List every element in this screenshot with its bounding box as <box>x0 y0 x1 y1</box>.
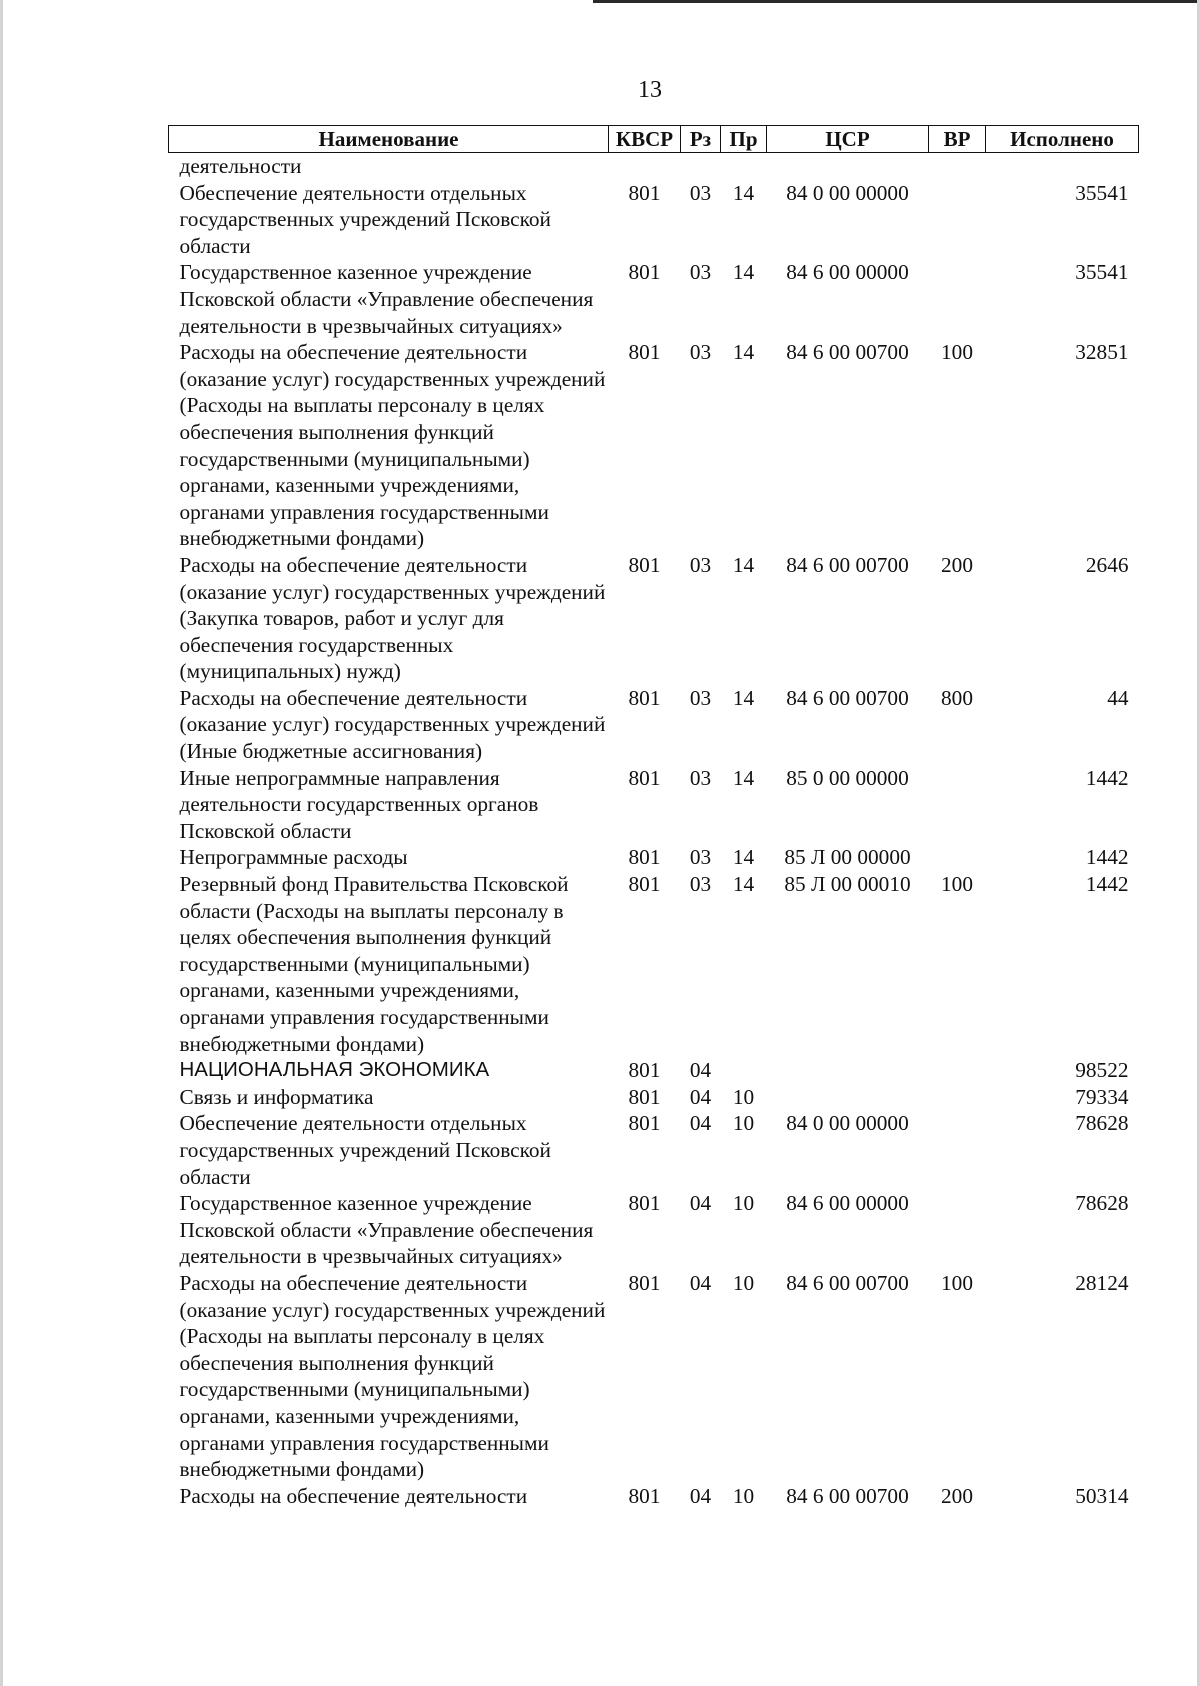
row-rz-cell: 04 <box>689 1483 712 1508</box>
table-row <box>169 1270 1139 1483</box>
table-row <box>169 1190 1139 1270</box>
row-sum-cell: 28124 <box>1075 1270 1129 1295</box>
header-kvsr: КВСР <box>609 126 681 153</box>
row-sum-cell: 32851 <box>1075 340 1129 365</box>
row-csr-cell: 84 6 00 00700 <box>786 340 909 365</box>
table-row <box>169 871 1139 1057</box>
row-vr-cell <box>929 153 986 180</box>
row-vr-cell <box>929 765 986 845</box>
row-pr-cell: 14 <box>732 685 755 710</box>
row-pr-cell: 10 <box>732 1111 755 1136</box>
header-name: Наименование <box>169 126 609 153</box>
row-vr-cell <box>929 844 986 871</box>
row-vr-cell: 200 <box>941 1483 973 1508</box>
row-rz-cell: 03 <box>689 845 712 870</box>
row-csr-cell <box>767 153 929 180</box>
table-row <box>169 685 1139 765</box>
row-kvsr-cell: 801 <box>628 1058 661 1083</box>
row-vr-cell <box>929 1110 986 1190</box>
row-rz-cell: 04 <box>689 1058 712 1083</box>
header-sum: Исполнено <box>986 126 1139 153</box>
row-kvsr-cell: 801 <box>628 552 661 577</box>
row-csr-cell <box>767 1057 929 1084</box>
row-name-cell: НАЦИОНАЛЬНАЯ ЭКОНОМИКА <box>179 1058 490 1082</box>
row-name-cell: Государственное казенное учреждение Псковской области «Управление обеспечения деятельности в чрезвычайных ситуациях» <box>179 1191 594 1269</box>
row-kvsr-cell: 801 <box>628 765 661 790</box>
row-pr-cell: 14 <box>732 872 755 897</box>
row-name-cell: Расходы на обеспечение деятельности (оказание услуг) государственных учреждений (Расходы на выплаты персоналу в целях обеспечения выполнения функций государственными (муниципальными) органами, казенными учреждениями, органами управления государственными внебюджетными фондами) <box>179 1270 606 1482</box>
row-name-cell: Расходы на обеспечение деятельности <box>179 1483 528 1508</box>
table-row <box>169 180 1139 260</box>
row-kvsr-cell: 801 <box>628 845 661 870</box>
row-name-cell: Непрограммные расходы <box>179 845 408 870</box>
row-csr-cell: 84 0 00 00000 <box>786 1111 909 1136</box>
row-csr-cell: 84 6 00 00700 <box>786 552 909 577</box>
row-sum-cell: 79334 <box>1075 1084 1129 1109</box>
row-pr-cell: 10 <box>732 1483 755 1508</box>
row-vr-cell <box>929 1190 986 1270</box>
row-csr-cell: 85 0 00 00000 <box>786 765 909 790</box>
row-kvsr-cell: 801 <box>628 260 661 285</box>
table-row <box>169 1483 1139 1510</box>
row-name-cell: деятельности <box>179 154 302 178</box>
row-vr-cell: 100 <box>941 340 973 365</box>
row-csr-cell: 84 6 00 00700 <box>786 1270 909 1295</box>
row-pr-cell: 10 <box>732 1191 755 1216</box>
table-row <box>169 153 1139 180</box>
table-row <box>169 844 1139 871</box>
row-name-cell: Резервный фонд Правительства Псковской области (Расходы на выплаты персоналу в целях обеспечения выполнения функций государственными (муниципальными) органами, казенными учреждениями, органами управления государственными внебюджетными фондами) <box>179 872 569 1056</box>
row-kvsr-cell: 801 <box>628 1483 661 1508</box>
row-pr-cell: 10 <box>732 1270 755 1295</box>
row-name-cell: Расходы на обеспечение деятельности (оказание услуг) государственных учреждений (Иные бюджетные ассигнования) <box>179 685 606 764</box>
row-rz-cell: 03 <box>689 340 712 365</box>
table-row <box>169 339 1139 552</box>
row-pr-cell <box>721 1057 767 1084</box>
row-kvsr-cell: 801 <box>628 1084 661 1109</box>
row-rz-cell: 03 <box>689 180 712 205</box>
table-row <box>169 765 1139 845</box>
row-kvsr-cell: 801 <box>628 180 661 205</box>
row-sum-cell: 1442 <box>1085 845 1129 870</box>
row-rz-cell: 03 <box>689 260 712 285</box>
row-pr-cell: 14 <box>732 340 755 365</box>
row-pr-cell: 14 <box>732 260 755 285</box>
row-name-cell: Расходы на обеспечение деятельности (оказание услуг) государственных учреждений (Расходы на выплаты персоналу в целях обеспечения выполнения функций государственными (муниципальными) органами, казенными учреждениями, органами управления государственными внебюджетными фондами) <box>179 340 606 551</box>
header-vr: ВР <box>929 126 986 153</box>
row-vr-cell <box>929 1084 986 1111</box>
row-kvsr-cell: 801 <box>628 872 661 897</box>
row-rz-cell: 03 <box>689 872 712 897</box>
row-csr-cell: 84 6 00 00000 <box>786 1191 909 1216</box>
row-pr-cell: 10 <box>732 1084 755 1109</box>
row-csr-cell: 84 6 00 00700 <box>786 685 909 710</box>
row-rz-cell: 04 <box>689 1191 712 1216</box>
row-rz-cell: 04 <box>689 1270 712 1295</box>
row-sum-cell <box>986 153 1139 180</box>
row-sum-cell: 2646 <box>1085 552 1129 577</box>
row-kvsr-cell: 801 <box>628 685 661 710</box>
row-kvsr-cell: 801 <box>628 1191 661 1216</box>
page-number: 13 <box>638 77 662 103</box>
row-csr-cell: 84 6 00 00000 <box>786 260 909 285</box>
row-sum-cell: 50314 <box>1075 1483 1129 1508</box>
row-csr-cell: 85 Л 00 00010 <box>784 872 911 897</box>
row-vr-cell: 800 <box>941 685 973 710</box>
row-sum-cell: 78628 <box>1075 1191 1129 1216</box>
header-rz: Рз <box>681 126 721 153</box>
row-sum-cell: 44 <box>1107 685 1129 710</box>
row-name-cell: Иные непрограммные направления деятельности государственных органов Псковской области <box>179 765 539 843</box>
row-rz-cell: 03 <box>689 552 712 577</box>
row-name-cell: Государственное казенное учреждение Псковской области «Управление обеспечения деятельности в чрезвычайных ситуациях» <box>179 260 594 338</box>
row-vr-cell: 100 <box>941 872 973 897</box>
table-row <box>169 1110 1139 1190</box>
row-rz-cell: 04 <box>689 1111 712 1136</box>
row-pr-cell: 14 <box>732 845 755 870</box>
budget-table <box>168 125 1139 1509</box>
header-row <box>169 126 1139 153</box>
table-row <box>169 1057 1139 1084</box>
row-name-cell: Связь и информатика <box>179 1084 374 1109</box>
row-kvsr-cell: 801 <box>628 1111 661 1136</box>
row-name-cell: Обеспечение деятельности отдельных государственных учреждений Псковской области <box>179 180 551 258</box>
row-kvsr-cell: 801 <box>628 1270 661 1295</box>
row-sum-cell: 35541 <box>1075 180 1129 205</box>
row-vr-cell: 200 <box>941 552 973 577</box>
header-pr: Пр <box>721 126 767 153</box>
row-sum-cell: 98522 <box>1075 1058 1129 1083</box>
row-vr-cell <box>929 259 986 339</box>
row-name-cell: Расходы на обеспечение деятельности (оказание услуг) государственных учреждений (Закупка товаров, работ и услуг для обеспечения государственных (муниципальных) нужд) <box>179 552 606 684</box>
row-rz-cell: 03 <box>689 685 712 710</box>
row-kvsr-cell <box>609 153 681 180</box>
table-body <box>169 153 1139 1510</box>
row-sum-cell: 1442 <box>1085 872 1129 897</box>
table-row <box>169 1084 1139 1111</box>
scan-left-edge <box>0 0 3 1686</box>
row-csr-cell: 84 0 00 00000 <box>786 180 909 205</box>
row-sum-cell: 1442 <box>1085 765 1129 790</box>
table-row <box>169 259 1139 339</box>
row-pr-cell: 14 <box>732 765 755 790</box>
row-pr-cell <box>721 153 767 180</box>
row-pr-cell: 14 <box>732 552 755 577</box>
row-vr-cell: 100 <box>941 1270 973 1295</box>
row-sum-cell: 35541 <box>1075 260 1129 285</box>
row-pr-cell: 14 <box>732 180 755 205</box>
row-name-cell: Обеспечение деятельности отдельных государственных учреждений Псковской области <box>179 1111 551 1189</box>
row-kvsr-cell: 801 <box>628 340 661 365</box>
row-rz-cell: 03 <box>689 765 712 790</box>
row-csr-cell <box>767 1084 929 1111</box>
header-csr: ЦСР <box>767 126 929 153</box>
row-vr-cell <box>929 180 986 260</box>
row-vr-cell <box>929 1057 986 1084</box>
table-row <box>169 552 1139 685</box>
row-csr-cell: 85 Л 00 00000 <box>784 845 911 870</box>
row-rz-cell: 04 <box>689 1084 712 1109</box>
scan-top-edge <box>593 0 1200 3</box>
row-rz-cell <box>681 153 721 180</box>
row-sum-cell: 78628 <box>1075 1111 1129 1136</box>
row-csr-cell: 84 6 00 00700 <box>786 1483 909 1508</box>
